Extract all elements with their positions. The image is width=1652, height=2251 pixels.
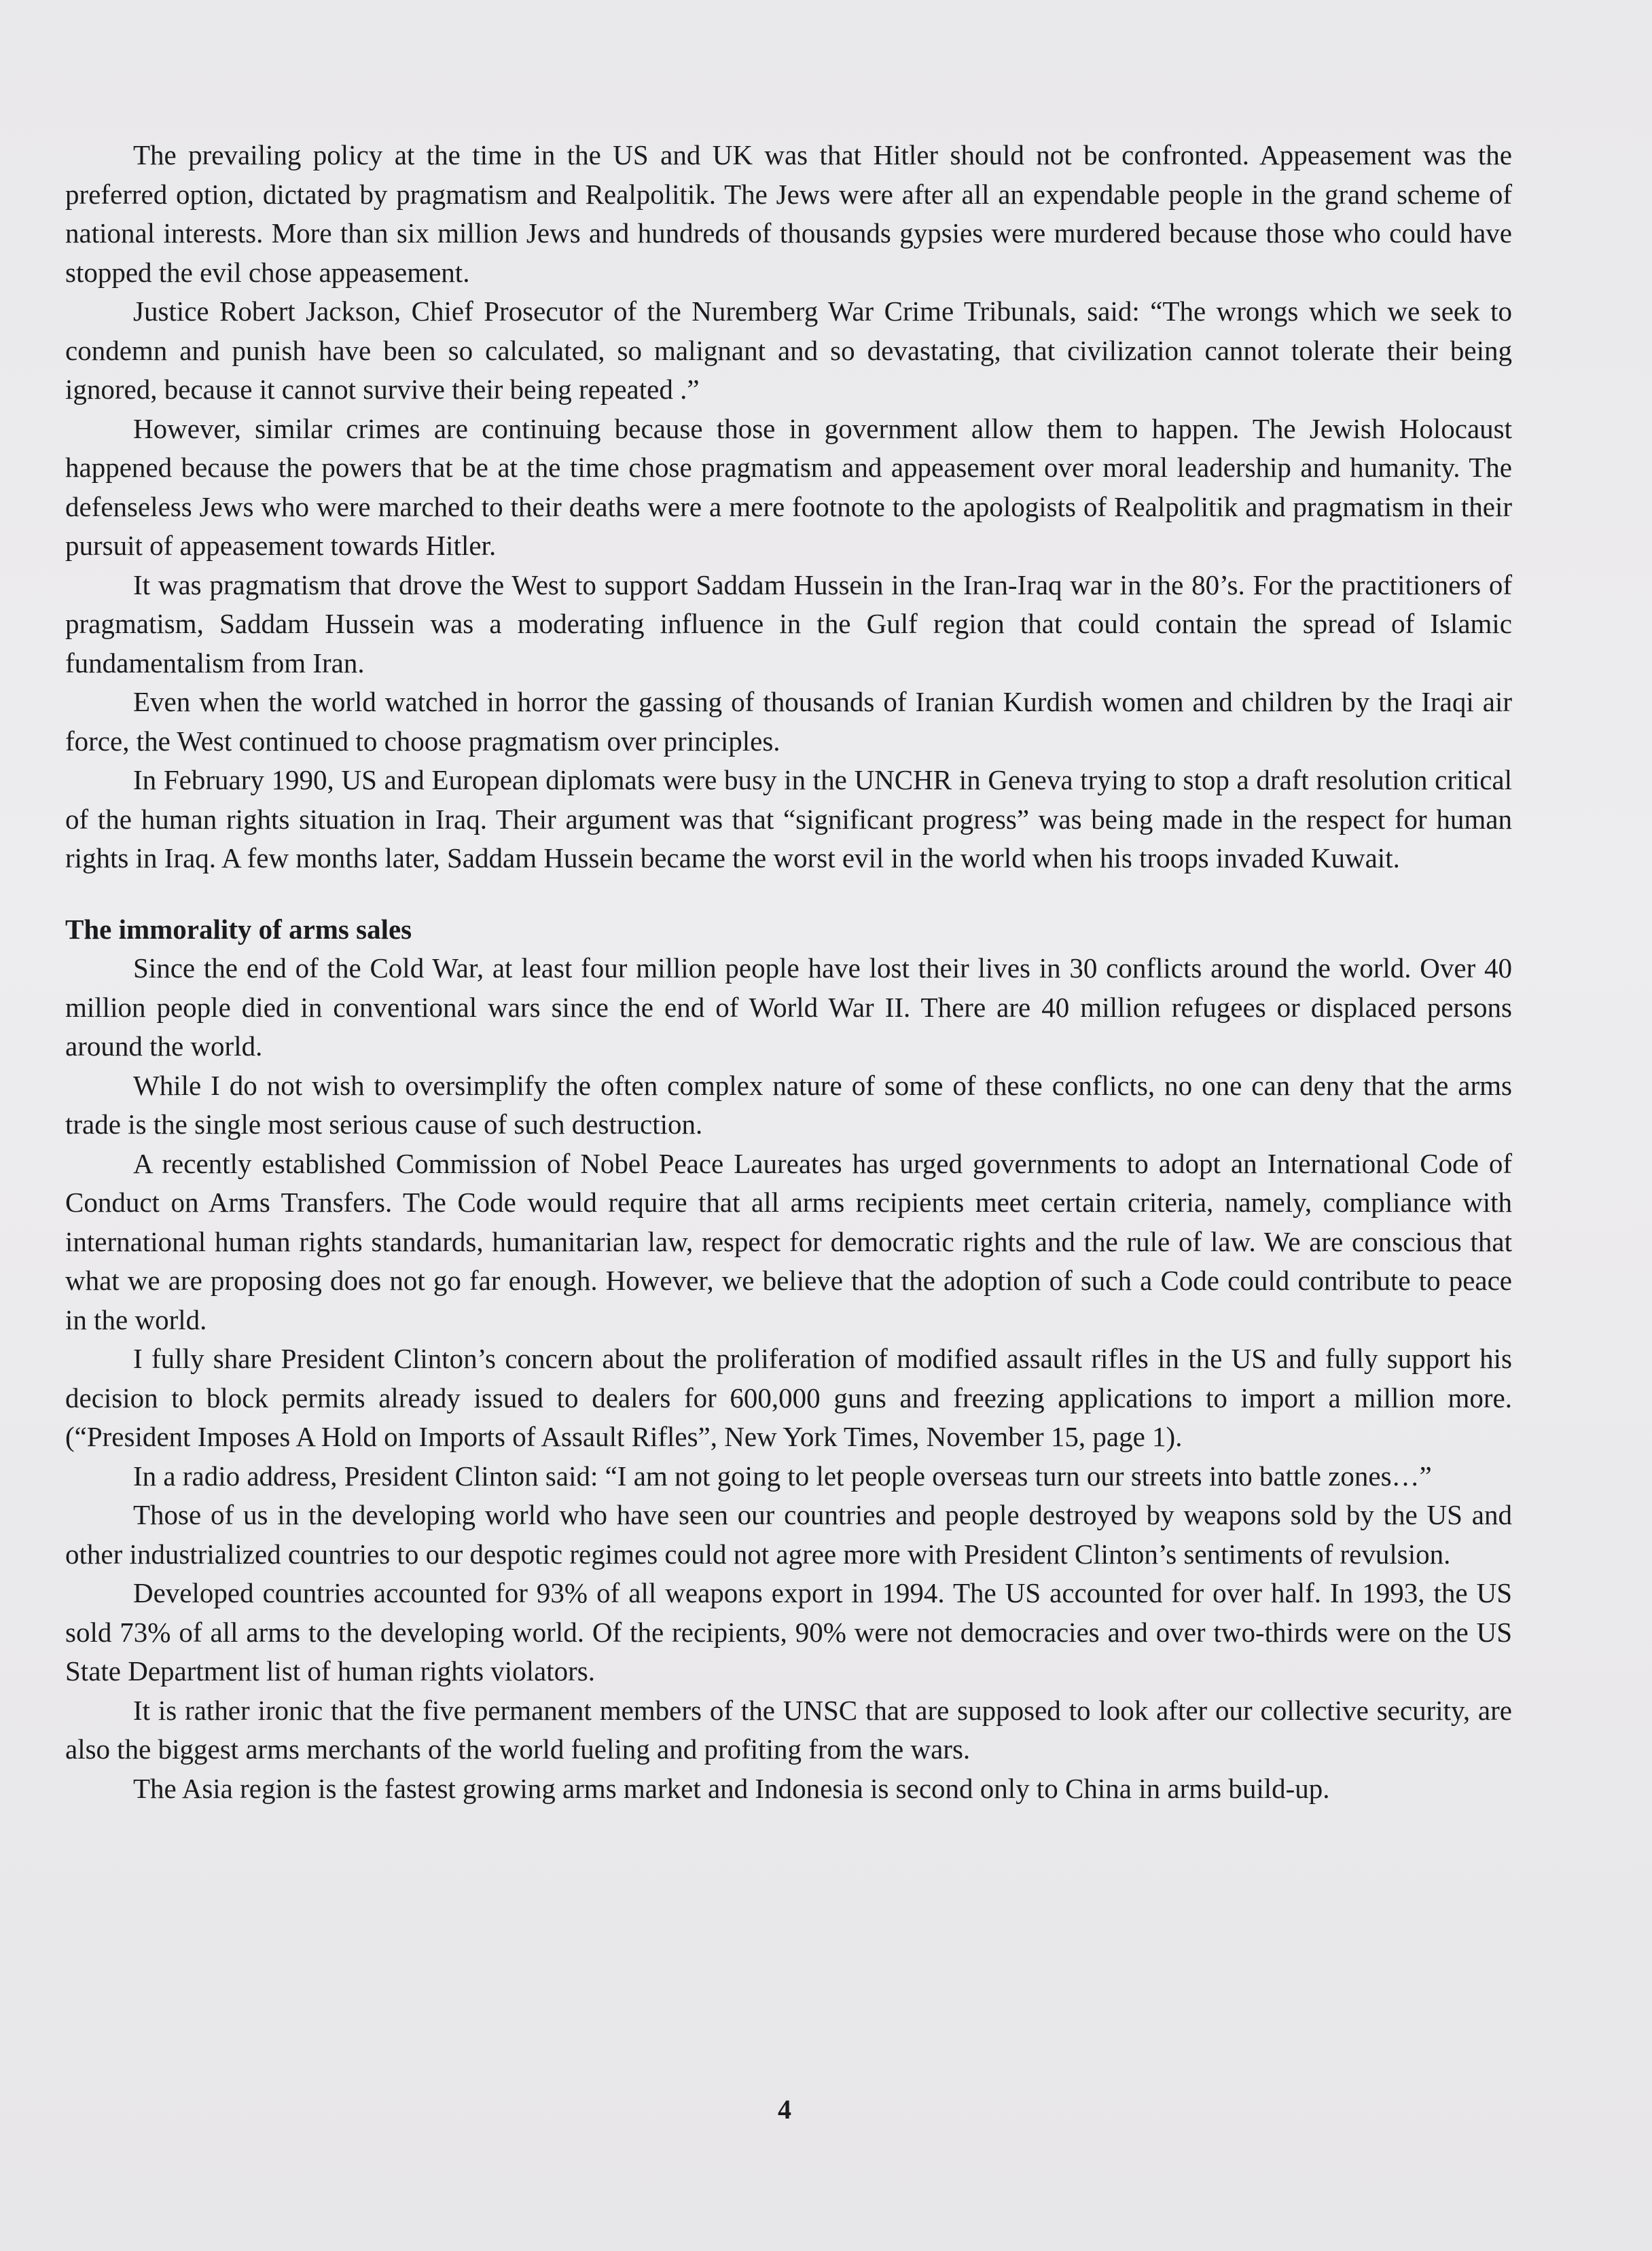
paragraph: It was pragmatism that drove the West to support Saddam Hussein in the Iran-Iraq war in the 80’s. For the practitioners of pragmatism, Saddam Hussein was a moderating influence in the Gulf region that could contain the spread of Islamic fundamentalism from Iran.	[65, 569, 1512, 679]
paragraph: While I do not wish to oversimplify the often complex nature of some of these conflicts, no one can deny that the arms trade is the single most serious cause of such destruction.	[65, 1069, 1512, 1140]
paragraph: I fully share President Clinton’s concern about the proliferation of modified assault rifles in the US and fully support his decision to block permits already issued to dealers for 600,000 guns and freezing applications to import a million more. (“President Imposes A Hold on Imports of Assault Rifles”, New York Times, November 15, page 1).	[65, 1343, 1512, 1452]
paragraph: In February 1990, US and European diplomats were busy in the UNCHR in Geneva trying to stop a draft resolution critical of the human rights situation in Iraq. Their argument was that “significant progress” was being made in the respect for human rights in Iraq. A few months later, Saddam Hussein became the worst evil in the world when his troops invaded Kuwait.	[65, 764, 1512, 874]
section-heading: The immorality of arms sales	[65, 913, 412, 945]
paragraph: Justice Robert Jackson, Chief Prosecutor of the Nuremberg War Crime Tribunals, said: “The wrongs which we seek to condemn and punish have been so calculated, so malignant and so devastating, that civilization cannot tolerate their being ignored, because it cannot survive their being repeated .”	[65, 295, 1512, 405]
paragraph: However, similar crimes are continuing because those in government allow them to happen. The Jewish Holocaust happened because the powers that be at the time chose pragmatism and appeasement over moral leadership and humanity. The defenseless Jews who were marched to their deaths were a mere footnote to the apologists of Realpolitik and pragmatism in their pursuit of appeasement towards Hitler.	[65, 412, 1512, 561]
paragraph: Since the end of the Cold War, at least four million people have lost their lives in 30 conflicts around the world. Over 40 million people died in conventional wars since the end of World War II. There are 40 million refugees or displaced persons around the world.	[65, 952, 1512, 1062]
paragraph: A recently established Commission of Nobel Peace Laureates has urged governments to adopt an International Code of Conduct on Arms Transfers. The Code would require that all arms recipients meet certain criteria, namely, compliance with international human rights standards, humanitarian law, respect for democratic rights and the rule of law. We are conscious that what we are proposing does not go far enough. However, we believe that the adoption of such a Code could contribute to peace in the world.	[65, 1147, 1512, 1335]
paragraph: The prevailing policy at the time in the US and UK was that Hitler should not be confronted. Appeasement was the preferred option, dictated by pragmatism and Realpolitik. The Jews were after all an expendable people in the grand scheme of national interests. More than six million Jews and hundreds of thousands gypsies were murdered because those who could have stopped the evil chose appeasement.	[65, 139, 1512, 288]
document-body	[65, 136, 1512, 1808]
paragraph: Developed countries accounted for 93% of all weapons export in 1994. The US accounted for over half. In 1993, the US sold 73% of all arms to the developing world. Of the recipients, 90% were not democracies and over two-thirds were on the US State Department list of human rights violators.	[65, 1577, 1512, 1687]
paragraph: It is rather ironic that the five permanent members of the UNSC that are supposed to look after our collective security, are also the biggest arms merchants of the world fueling and profiting from the wars.	[65, 1694, 1512, 1765]
paragraph: Even when the world watched in horror the gassing of thousands of Iranian Kurdish women and children by the Iraqi air force, the West continued to choose pragmatism over principles.	[65, 686, 1512, 757]
paragraph: In a radio address, President Clinton said: “I am not going to let people overseas turn our streets into battle zones…”	[133, 1460, 1432, 1492]
paragraph: Those of us in the developing world who have seen our countries and people destroyed by weapons sold by the US and other industrialized countries to our despotic regimes could not agree more with President Clinton’s sentiments of revulsion.	[65, 1499, 1512, 1570]
page-number: 4	[778, 2094, 791, 2125]
paragraph: The Asia region is the fastest growing arms market and Indonesia is second only to China in arms build-up.	[133, 1772, 1330, 1804]
